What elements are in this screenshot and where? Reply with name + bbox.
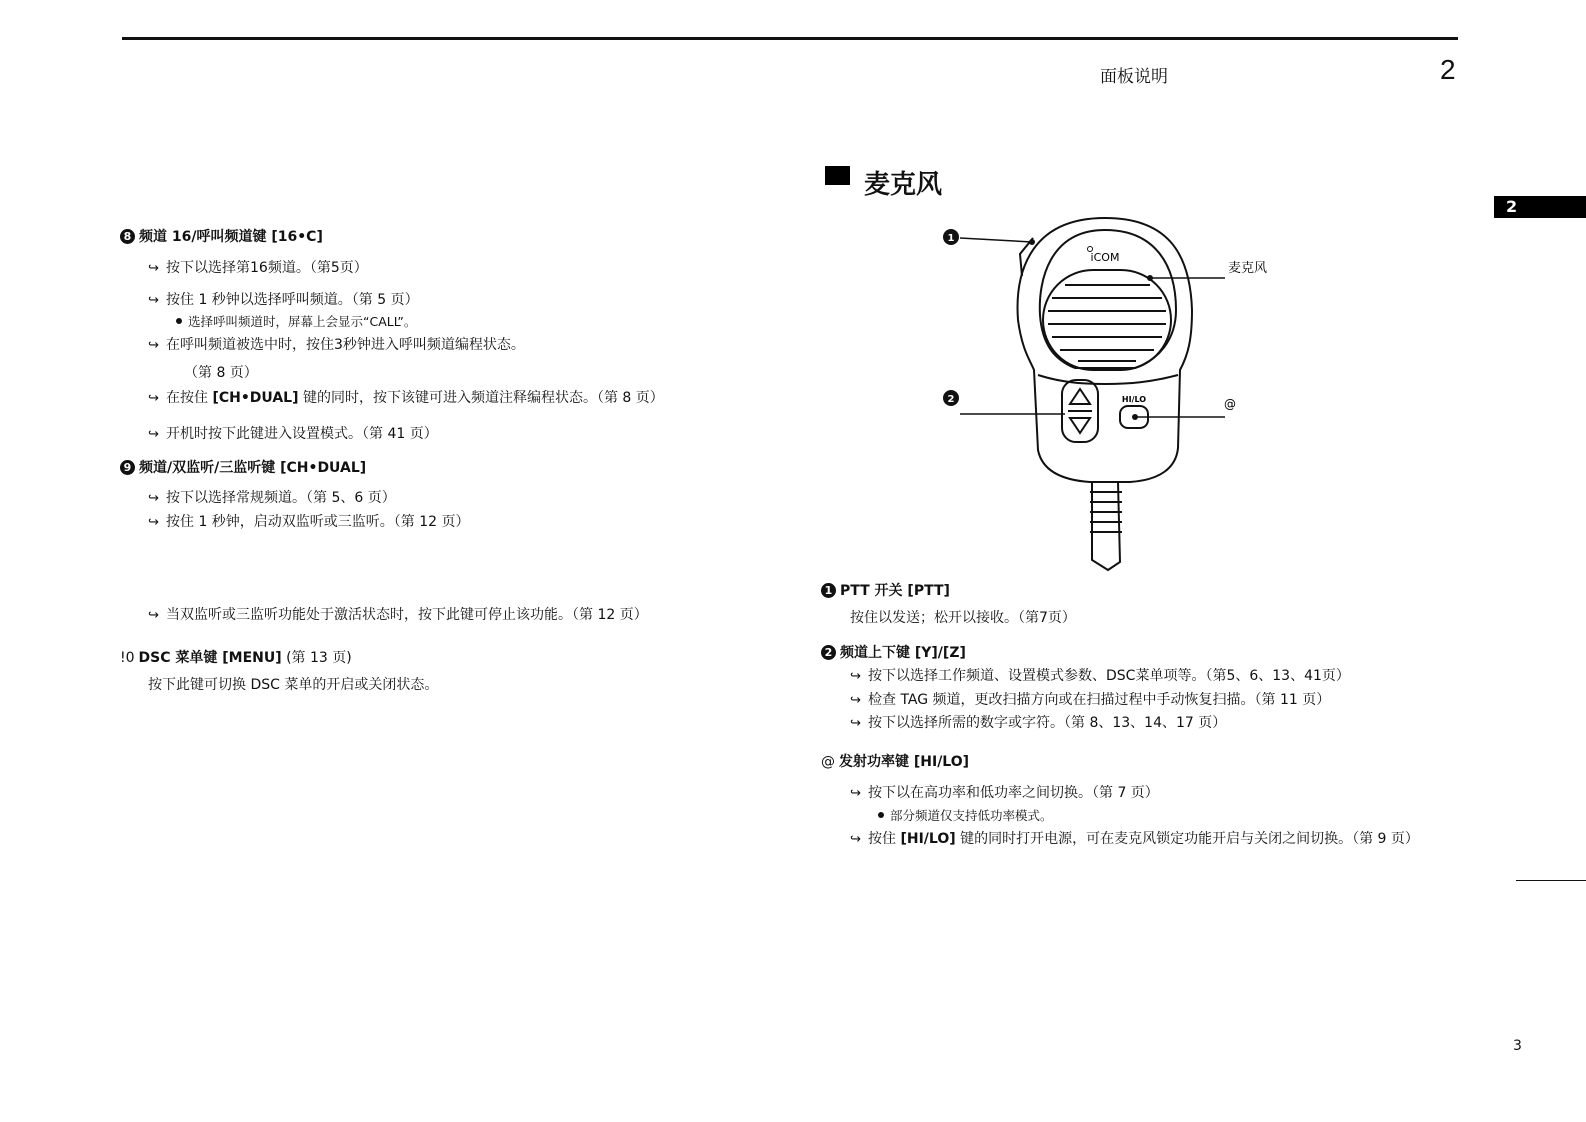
brand-logo: iCOM [1090, 251, 1120, 264]
top-rule [122, 37, 1458, 40]
item-2-line-1: ↪ 按下以选择工作频道、设置模式参数、DSC菜单项等。（第5、6、13、41页） [850, 668, 1350, 684]
item-3-subitem: 部分频道仅支持低功率模式。 [878, 806, 1053, 824]
item-1-title: PTT 开关 [PTT] [840, 583, 950, 599]
section-8-item-5: ↪ 开机时按下此键进入设置模式。（第 41 页） [148, 426, 438, 442]
section-8-item-2: ↪ 按住 1 秒钟以选择呼叫频道。（第 5 页） [148, 292, 419, 308]
section-10-page-ref: (第 13 页) [281, 650, 352, 666]
section-10-text: 按下此键可切换 DSC 菜单的开启或关闭状态。 [148, 677, 439, 693]
section-8-title: 频道 16/呼叫频道键 [16•C] [139, 229, 323, 245]
header-title: 面板说明 [1100, 67, 1168, 87]
item-3-heading [821, 751, 969, 771]
bullet-icon [878, 812, 884, 818]
section-8-subitem: 选择呼叫频道时，屏幕上会显示“CALL”。 [176, 312, 416, 330]
hook-arrow-icon: ↪ [850, 669, 861, 684]
hook-arrow-icon: ↪ [148, 338, 159, 353]
mic-lower-panel [1038, 375, 1178, 384]
section-9-badge: 9 [120, 460, 135, 475]
item-3-line-2: ↪ 按住 [HI/LO] 键的同时打开电源，可在麦克风锁定功能开启与关闭之间切换。（第 9 页） [850, 831, 1419, 847]
section-8-heading [120, 226, 323, 246]
section-10-heading [120, 647, 352, 667]
section-8-item-3-cont: （第 8 页） [184, 365, 258, 381]
item-2-title: 频道上下键 [Y]/[Z] [840, 645, 966, 661]
item-2-line-3: ↪ 按下以选择所需的数字或字符。（第 8、13、14、17 页） [850, 715, 1227, 731]
hook-arrow-icon: ↪ [850, 786, 861, 801]
section-10-prefix: !0 [120, 650, 135, 666]
hook-arrow-icon: ↪ [148, 427, 159, 442]
bullet-icon [176, 318, 182, 324]
chapter-side-tab: 2 [1494, 196, 1586, 218]
section-8-item-4: ↪ 在按住 [CH•DUAL] 键的同时，按下该键可进入频道注释编程状态。（第 8 页） [148, 390, 664, 406]
item-3-line-1: ↪ 按下以在高功率和低功率之间切换。（第 7 页） [850, 785, 1159, 801]
hook-arrow-icon: ↪ [148, 293, 159, 308]
item-3-title: 发射功率键 [HI/LO] [839, 754, 970, 770]
section-8-item-1: ↪ 按下以选择第16频道。（第5页） [148, 260, 368, 276]
section-9-heading [120, 457, 366, 477]
hook-arrow-icon: ↪ [850, 693, 861, 708]
section-title: 麦克风 [864, 170, 943, 200]
microphone-diagram [930, 210, 1290, 580]
section-9-item-2: ↪ 按住 1 秒钟，启动双监听或三监听。（第 12 页） [148, 514, 470, 530]
hook-arrow-icon: ↪ [148, 261, 159, 276]
callout-1-label: 1 [947, 233, 955, 244]
section-10-title: DSC 菜单键 [MENU] [138, 650, 282, 666]
mic-cord [1092, 482, 1120, 570]
item-1-badge: 1 [821, 583, 836, 598]
section-9-item-1: ↪ 按下以选择常规频道。（第 5、6 页） [148, 490, 396, 506]
item-2-line-2: ↪ 检查 TAG 频道，更改扫描方向或在扫描过程中手动恢复扫描。（第 11 页） [850, 692, 1331, 708]
item-2-badge: 2 [821, 645, 836, 660]
item-1-text: 按住以发送；松开以接收。（第7页） [850, 610, 1076, 626]
chapter-number: 2 [1440, 54, 1456, 85]
callout-2-label: 2 [947, 394, 955, 405]
hi-lo-label: HI/LO [1121, 395, 1147, 404]
mic-callout-label: 麦克风 [1228, 261, 1268, 276]
section-8-badge: 8 [120, 229, 135, 244]
hook-arrow-icon: ↪ [148, 391, 159, 406]
item-2-heading [821, 642, 966, 662]
hook-arrow-icon: ↪ [850, 832, 861, 847]
section-9-title: 频道/双监听/三监听键 [CH•DUAL] [139, 460, 367, 476]
section-8-item-3: ↪ 在呼叫频道被选中时，按住3秒钟进入呼叫频道编程状态。 [148, 337, 525, 353]
section-9-item-3: ↪ 当双监听或三监听功能处于激活状态时，按下此键可停止该功能。（第 12 页） [148, 607, 648, 623]
callout-3-label: @ [1224, 397, 1236, 411]
hook-arrow-icon: ↪ [148, 491, 159, 506]
hook-arrow-icon: ↪ [148, 515, 159, 530]
page-number: 3 [1513, 1038, 1522, 1054]
hook-arrow-icon: ↪ [148, 608, 159, 623]
item-1-heading [821, 580, 950, 600]
section-square-icon [825, 166, 850, 185]
item-3-prefix: @ [821, 754, 835, 770]
hook-arrow-icon: ↪ [850, 716, 861, 731]
side-divider [1516, 880, 1586, 881]
